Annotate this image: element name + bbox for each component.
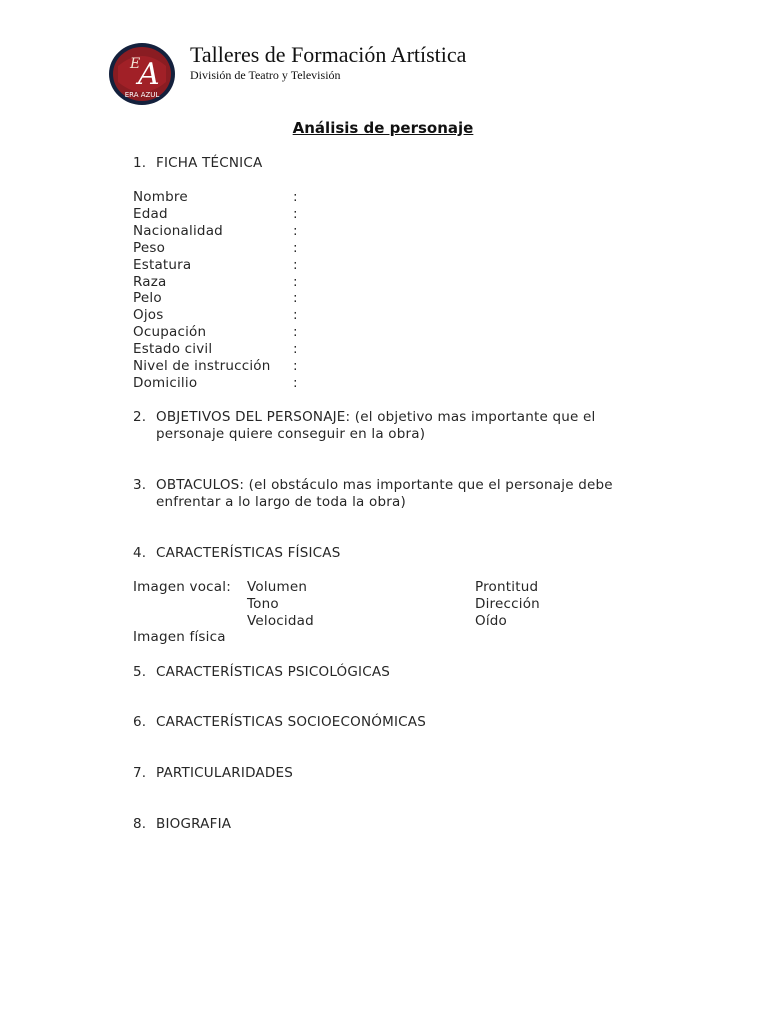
section-7-number: 7. <box>133 765 147 781</box>
svg-text:ERA AZUL: ERA AZUL <box>124 91 160 99</box>
vocal-item: Velocidad <box>247 613 314 629</box>
ficha-field-label: Estatura <box>133 257 192 273</box>
ficha-field-colon: : <box>293 206 298 222</box>
ficha-field-label: Domicilio <box>133 375 198 391</box>
section-8-number: 8. <box>133 816 147 832</box>
ficha-field-colon: : <box>293 257 298 273</box>
vocal-item: Tono <box>247 596 279 612</box>
section-3-number: 3. <box>133 477 147 493</box>
ficha-field-label: Edad <box>133 206 168 222</box>
ficha-field-label: Nombre <box>133 189 188 205</box>
section-5-number: 5. <box>133 664 147 680</box>
ficha-field-label: Ojos <box>133 307 164 323</box>
section-8-title: BIOGRAFIA <box>156 816 232 832</box>
section-2-number: 2. <box>133 409 147 425</box>
section-6-number: 6. <box>133 714 147 730</box>
ficha-field-colon: : <box>293 324 298 340</box>
ficha-field-label: Pelo <box>133 290 162 306</box>
svg-text:E: E <box>130 56 141 72</box>
ficha-field-colon: : <box>293 307 298 323</box>
section-7-title: PARTICULARIDADES <box>156 765 293 781</box>
page-title: Análisis de personaje <box>292 119 474 137</box>
section-4-title: CARACTERÍSTICAS FÍSICAS <box>156 545 341 561</box>
ficha-field-label: Raza <box>133 274 167 290</box>
section-3-line2: enfrentar a lo largo de toda la obra) <box>156 494 406 510</box>
org-subtitle: División de Teatro y Televisión <box>190 68 341 82</box>
section-1-number: 1. <box>133 155 147 171</box>
vocal-item: Dirección <box>475 596 540 612</box>
vocal-label: Imagen vocal: <box>133 579 231 595</box>
section-4-number: 4. <box>133 545 147 561</box>
section-3-line1: OBTACULOS: (el obstáculo mas importante que el personaje debe <box>156 477 613 493</box>
ficha-field-colon: : <box>293 274 298 290</box>
ficha-field-label: Nacionalidad <box>133 223 223 239</box>
section-2-line1: OBJETIVOS DEL PERSONAJE: (el objetivo mas importante que el <box>156 409 596 425</box>
section-1-title: FICHA TÉCNICA <box>156 155 263 171</box>
ficha-field-colon: : <box>293 375 298 391</box>
svg-text:A: A <box>138 57 160 92</box>
ficha-field-colon: : <box>293 240 298 256</box>
ficha-field-colon: : <box>293 290 298 306</box>
ficha-field-colon: : <box>293 341 298 357</box>
section-6-title: CARACTERÍSTICAS SOCIOECONÓMICAS <box>156 714 426 730</box>
logo <box>108 42 176 106</box>
section-5-title: CARACTERÍSTICAS PSICOLÓGICAS <box>156 664 391 680</box>
vocal-item: Oído <box>475 613 508 629</box>
ficha-field-colon: : <box>293 358 298 374</box>
ficha-field-colon: : <box>293 189 298 205</box>
ficha-field-label: Nivel de instrucción <box>133 358 271 374</box>
ficha-field-label: Peso <box>133 240 166 256</box>
vocal-item: Volumen <box>247 579 308 595</box>
era-azul-logo-icon <box>108 42 176 106</box>
ficha-field-colon: : <box>293 223 298 239</box>
vocal-item: Prontitud <box>475 579 539 595</box>
org-title: Talleres de Formación Artística <box>190 42 467 67</box>
ficha-field-label: Estado civil <box>133 341 213 357</box>
fisica-label: Imagen física <box>133 629 226 645</box>
section-2-line2: personaje quiere conseguir en la obra) <box>156 426 426 442</box>
ficha-field-label: Ocupación <box>133 324 207 340</box>
